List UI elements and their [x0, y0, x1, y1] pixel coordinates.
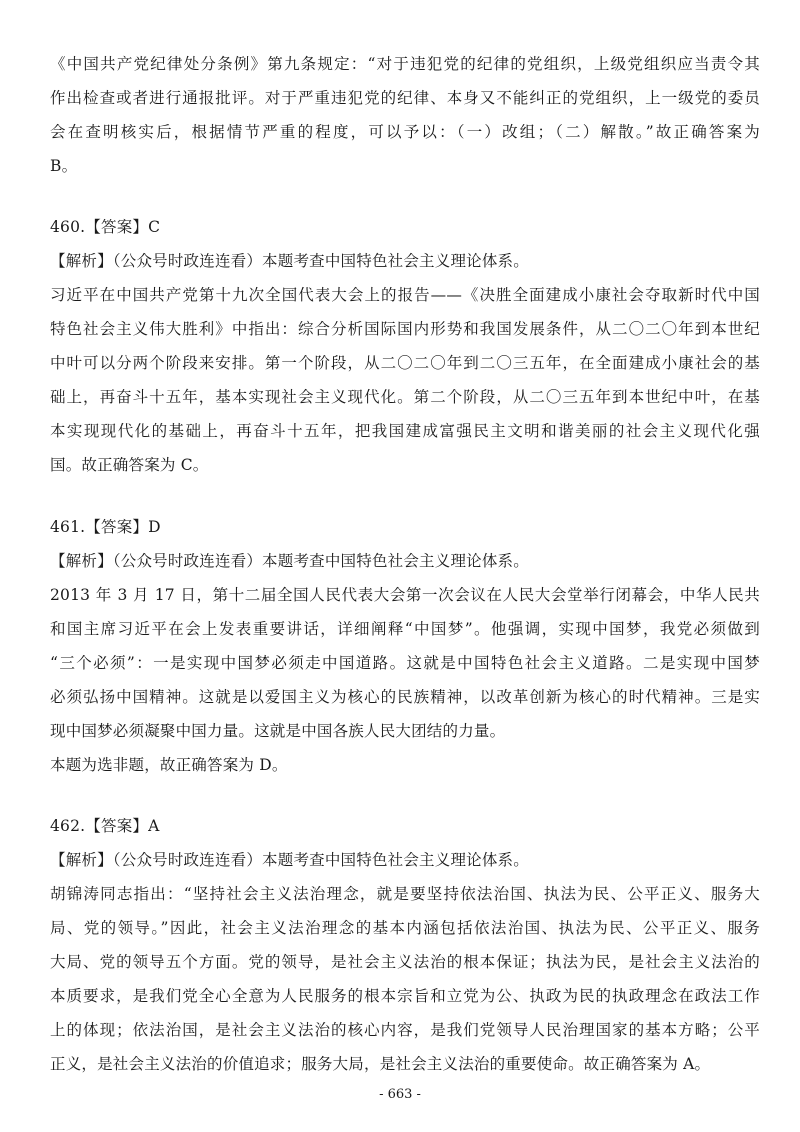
- answer-heading-461: 461.【答案】D: [50, 518, 161, 536]
- analysis-line-461: “三个必须”：一是实现中国梦必须走中国道路。这就是中国特色社会主义道路。二是实现中国梦: [50, 654, 760, 672]
- analysis-line-461: 2013 年 3 月 17 日，第十二届全国人民代表大会第一次会议在人民大会堂举行闭幕会，中华人民共: [50, 586, 760, 604]
- analysis-line-460: 中叶可以分两个阶段来安排。第一个阶段，从二〇二〇年到二〇三五年，在全面建成小康社会的基: [50, 354, 760, 372]
- analysis-line-460: 本实现现代化的基础上，再奋斗十五年，把我国建成富强民主文明和谐美丽的社会主义现代化强: [50, 422, 760, 440]
- intro-line: 会在查明核实后，根据情节严重的程度，可以予以：（一）改组；（二）解散。”故正确答案为: [50, 123, 760, 141]
- analysis-line-462: 胡锦涛同志指出：“坚持社会主义法治理念，就是要坚持依法治国、执法为民、公平正义、服务大: [50, 885, 760, 903]
- analysis-line-462: 上的体现；依法治国，是社会主义法治的核心内容，是我们党领导人民治理国家的基本方略；公平: [50, 1021, 760, 1039]
- answer-heading-460: 460.【答案】C: [50, 218, 161, 236]
- analysis-line-462: 大局、党的领导五个方面。党的领导，是社会主义法治的根本保证；执法为民，是社会主义法治的: [50, 953, 760, 971]
- analysis-line-460: 习近平在中国共产党第十九次全国代表大会上的报告——《决胜全面建成小康社会夺取新时代中国: [50, 286, 760, 304]
- analysis-line-461: 本题为选非题，故正确答案为 D。: [50, 756, 288, 774]
- intro-line: 作出检查或者进行通报批评。对于严重违犯党的纪律、本身又不能纠正的党组织，上一级党的委员: [50, 89, 760, 107]
- analysis-line-460: 国。故正确答案为 C。: [50, 456, 209, 474]
- analysis-line-461: 现中国梦必须凝聚中国力量。这就是中国各族人民大团结的力量。: [50, 722, 506, 740]
- intro-line: 《中国共产党纪律处分条例》第九条规定：“对于违犯党的纪律的党组织，上级党组织应当责令其: [50, 55, 760, 73]
- answer-heading-462: 462.【答案】A: [50, 817, 160, 835]
- analysis-line-462: 本质要求，是我们党全心全意为人民服务的根本宗旨和立党为公、执政为民的执政理念在政法工作: [50, 987, 760, 1005]
- analysis-line-462: 局、党的领导。”因此，社会主义法治理念的基本内涵包括依法治国、执法为民、公平正义、服务: [50, 919, 760, 937]
- analysis-heading-461: 【解析】（公众号时政连连看）本题考查中国特色社会主义理论体系。: [50, 552, 529, 570]
- analysis-heading-462: 【解析】（公众号时政连连看）本题考查中国特色社会主义理论体系。: [50, 851, 529, 869]
- analysis-line-460: 特色社会主义伟大胜利》中指出：综合分析国际国内形势和我国发展条件，从二〇二〇年到本世纪: [50, 320, 760, 338]
- analysis-line-461: 和国主席习近平在会上发表重要讲话，详细阐释“中国梦”。他强调，实现中国梦，我党必须做到: [50, 620, 760, 638]
- analysis-line-461: 必须弘扬中国精神。这就是以爱国主义为核心的民族精神，以改革创新为核心的时代精神。三是实: [50, 688, 760, 706]
- analysis-line-460: 础上，再奋斗十五年，基本实现社会主义现代化。第二个阶段，从二〇三五年到本世纪中叶，在基: [50, 388, 760, 406]
- page-number: - 663 -: [379, 1087, 421, 1102]
- analysis-line-462: 正义，是社会主义法治的价值追求；服务大局，是社会主义法治的重要使命。故正确答案为 A。: [50, 1055, 711, 1073]
- analysis-heading-460: 【解析】（公众号时政连连看）本题考查中国特色社会主义理论体系。: [50, 252, 529, 270]
- intro-line: B。: [50, 157, 78, 175]
